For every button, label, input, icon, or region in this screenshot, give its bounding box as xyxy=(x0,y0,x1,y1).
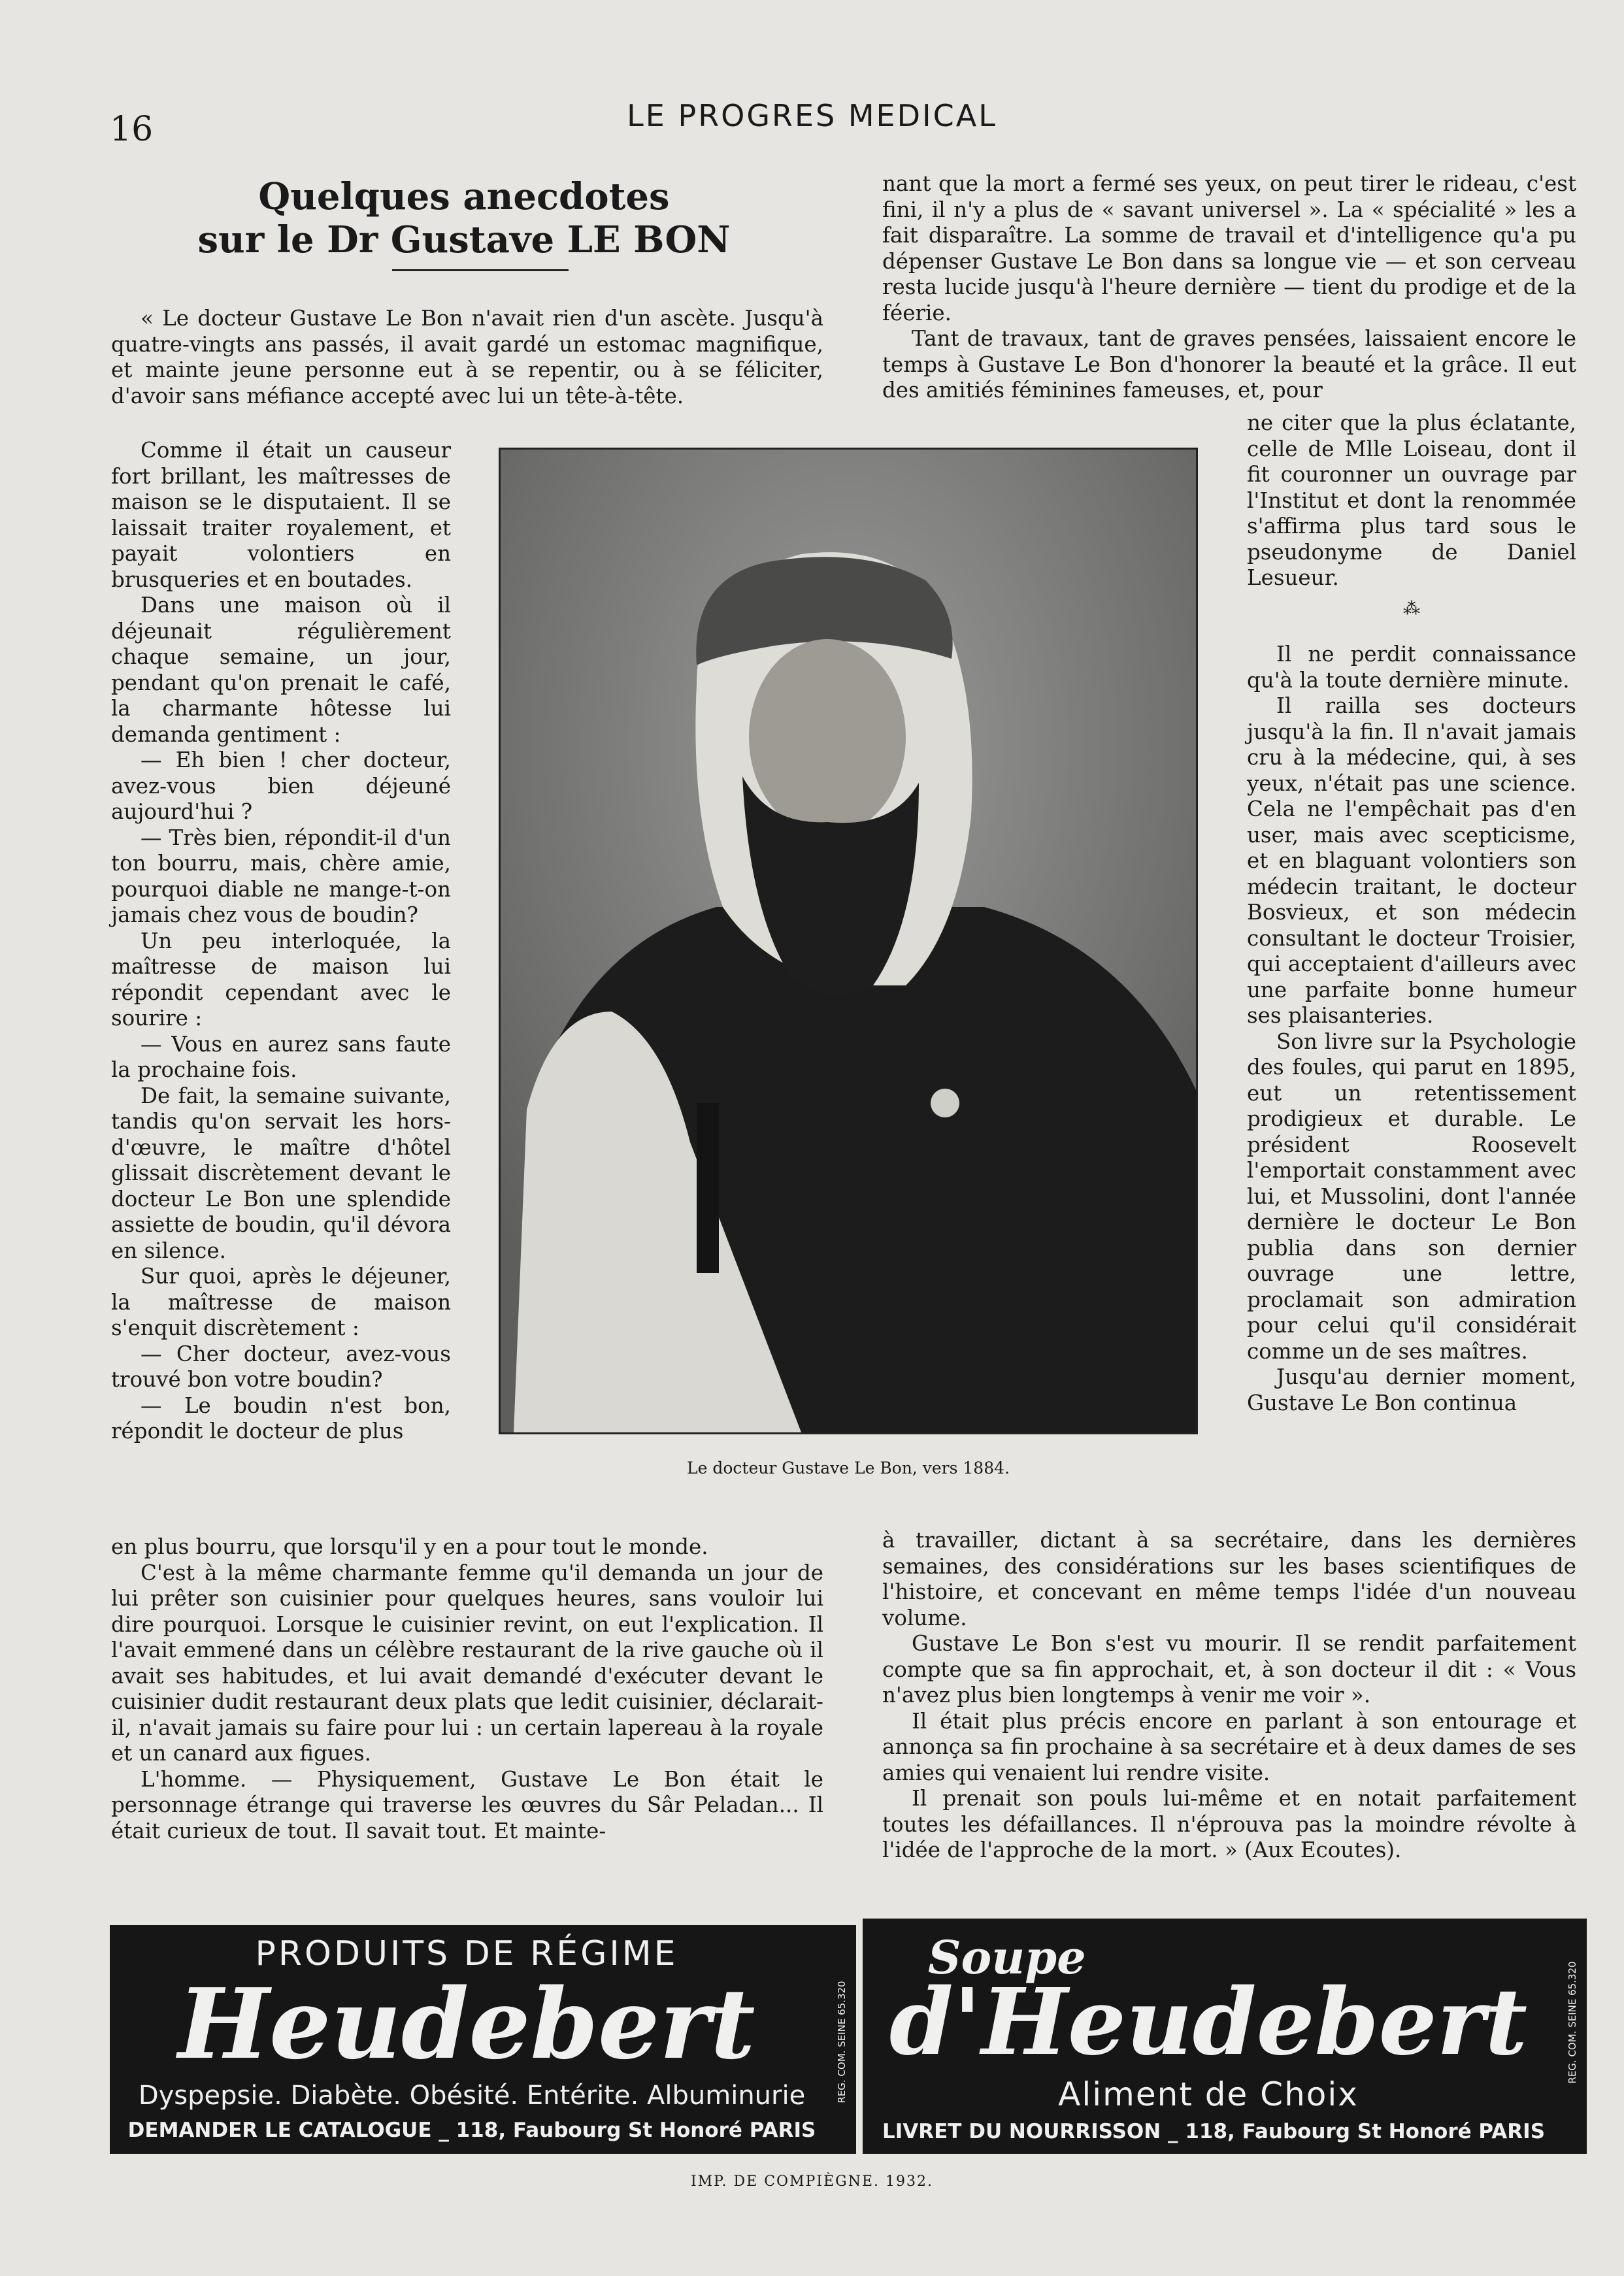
paragraph: Il prenait son pouls lui-même et en notait parfaitement toutes les défaillances. Il n'éprouva pas la moindre révolte à l'idée de l'approche de la mort. » (Aux Ecoutes). xyxy=(882,1786,1576,1862)
portrait-illustration xyxy=(501,450,1196,1432)
title-line-1: Quelques anecdotes xyxy=(258,175,670,218)
paragraph: Jusqu'au dernier moment, Gustave Le Bon continua xyxy=(1247,1364,1576,1415)
paragraph: en plus bourru, que lorsqu'il y en a pour tout le monde. xyxy=(111,1534,708,1559)
paragraph: à travailler, dictant à sa secrétaire, dans les dernières semaines, des considérations sur les bases scientifiques de l'histoire, et concevant en même temps l'idée d'un nouveau volume. xyxy=(882,1528,1576,1630)
portrait-photo xyxy=(499,448,1198,1434)
right-column-top xyxy=(882,171,1576,404)
paragraph: « Le docteur Gustave Le Bon n'avait rien d'un ascète. Jusqu'à quatre-vingts ans passés, il avait gardé un estomac magnifique, et mainte jeune personne eut à se repentir, ou à se féliciter, d'avoir sans méfiance accepté avec lui un tête-à-tête. xyxy=(111,306,823,408)
title-line-2: sur le Dr Gustave LE BON xyxy=(197,218,731,261)
ad-heudebert-soup xyxy=(863,1919,1587,2154)
article-title xyxy=(105,175,823,261)
paragraph: Un peu interloquée, la maîtresse de maison lui répondit cependant avec le sourire : xyxy=(111,928,451,1031)
ad-right-brand: d'Heudebert xyxy=(889,1969,1528,2076)
ad-left-catalogue: DEMANDER LE CATALOGUE _ 118, Faubourg St Honoré PARIS xyxy=(127,2119,816,2142)
ad-right-tagline: Aliment de Choix xyxy=(1058,2075,1359,2113)
printer-line: IMP. DE COMPIÈGNE. 1932. xyxy=(690,2173,934,2190)
ad-heudebert-products xyxy=(110,1925,856,2154)
right-column-bottom xyxy=(882,1528,1576,1864)
paragraph: Sur quoi, après le déjeuner, la maîtresse de maison s'enquit discrètement : xyxy=(111,1264,451,1340)
ad-right-catalogue: LIVRET DU NOURRISSON _ 118, Faubourg St Honoré PARIS xyxy=(882,2120,1546,2143)
paragraph: Gustave Le Bon s'est vu mourir. Il se rendit parfaitement compte que sa fin approchait, et, à son docteur il dit : « Vous n'avez plus bien longtemps à venir me voir ». xyxy=(882,1631,1576,1707)
paragraph: nant que la mort a fermé ses yeux, on peut tirer le rideau, c'est fini, il n'y a plus de « savant universel ». La « spécialité » les a fait disparaître. La somme de travail et d'intelligence qu'a pu dépenser Gustave Le Bon dans sa longue vie — et son cerveau resta lucide jusqu'à l'heure dernière — tient du prodige et de la féerie. xyxy=(882,171,1576,325)
dinkus: ⁂ xyxy=(1403,599,1420,619)
paragraph: C'est à la même charmante femme qu'il demanda un jour de lui prêter son cuisinier pour quelques heures, sans vouloir lui dire pourquoi. Lorsque le cuisinier revint, on eut l'explication. Il l'avait emmené dans un célèbre restaurant de la rive gauche où il avait ses habitudes, et lui avait demandé d'exécuter devant le cuisinier dudit restaurant deux plats que ledit cuisinier, déclarait-il, n'avait jamais su faire pour lui : un certain lapereau à la royale et un canard aux figues. xyxy=(111,1560,823,1766)
portrait-caption: Le docteur Gustave Le Bon, vers 1884. xyxy=(687,1459,1010,1477)
paragraph: ne citer que la plus éclatante, celle de Mlle Loiseau, dont il fit couronner un ouvrage par l'Institut et dont la renommée s'affirma plus tard sous le pseudonyme de Daniel Lesueur. xyxy=(1247,410,1576,590)
journal-title: LE PROGRES MEDICAL xyxy=(627,98,997,133)
ad-right-registration: REG. COM. SEINE 65.320 xyxy=(1566,1961,1578,2084)
paragraph: Tant de travaux, tant de graves pensées, laissaient encore le temps à Gustave Le Bon d'honorer la beauté et la grâce. Il eut des amitiés féminines fameuses, et, pour xyxy=(882,326,1576,403)
left-column-narrow xyxy=(111,438,451,1445)
paragraph: De fait, la semaine suivante, tandis qu'on servait les hors-d'œuvre, le maître d'hôtel glissait discrètement devant le docteur Le Bon une splendide assiette de boudin, qu'il dévora en silence. xyxy=(111,1083,451,1263)
paragraph: Il ne perdit connaissance qu'à la toute dernière minute. xyxy=(1247,642,1576,693)
paragraph: Dans une maison où il déjeunait régulièrement chaque semaine, un jour, pendant qu'on prenait le café, la charmante hôtesse lui demanda gentiment : xyxy=(111,593,451,747)
ad-left-registration: REG. COM. SEINE 65.320 xyxy=(836,1981,848,2103)
paragraph: — Le boudin n'est bon, répondit le docteur de plus xyxy=(111,1393,451,1443)
paragraph: L'homme. — Physiquement, Gustave Le Bon était le personnage étrange qui traverse les œuvres du Sâr Peladan... Il était curieux de tout. Il savait tout. Et mainte- xyxy=(111,1766,823,1843)
right-column-narrow xyxy=(1247,410,1576,1416)
paragraph: — Très bien, répondit-il d'un ton bourru, mais, chère amie, pourquoi diable ne mange-t-on jamais chez vous de boudin? xyxy=(111,825,451,927)
paragraph: Son livre sur la Psychologie des foules, qui parut en 1895, eut un retentissement prodigieux et durable. Le président Roosevelt l'emportait constamment avec lui, et Mussolini, dont l'année dernière le docteur Le Bon publia dans son dernier ouvrage une lettre, proclamait son admiration pour celui qu'il considérait comme un de ses maîtres. xyxy=(1247,1029,1576,1364)
page-number: 16 xyxy=(110,110,154,149)
ad-right-top-line: Soupe xyxy=(928,1930,1086,1985)
left-column-intro xyxy=(111,306,823,409)
paragraph: — Eh bien ! cher docteur, avez-vous bien déjeuné aujourd'hui ? xyxy=(111,748,451,824)
title-rule xyxy=(392,269,569,271)
paragraph: — Vous en aurez sans faute la prochaine fois. xyxy=(111,1031,451,1082)
left-column-bottom xyxy=(111,1534,823,1844)
paragraph: — Cher docteur, avez-vous trouvé bon votre boudin? xyxy=(111,1341,451,1392)
paragraph: Il railla ses docteurs jusqu'à la fin. Il n'avait jamais cru à la médecine, qui, à ses yeux, n'était pas une science. Cela ne l'empêchait pas d'en user, mais avec scepticisme, et en blaguant volontiers son médecin traitant, le docteur Bosvieux, et son médecin consultant le docteur Troisier, qui acceptaient d'ailleurs avec une parfaite bonne humeur ses plaisanteries. xyxy=(1247,693,1576,1028)
paragraph: Il était plus précis encore en parlant à son entourage et annonça sa fin prochaine à sa secrétaire et à deux dames de ses amies qui venaient lui rendre visite. xyxy=(882,1708,1576,1785)
ad-left-brand: Heudebert xyxy=(178,1967,755,2081)
ad-left-products: Dyspepsie. Diabète. Obésité. Entérite. Albuminurie xyxy=(138,2081,806,2111)
ad-left-top-line: PRODUITS DE RÉGIME xyxy=(255,1934,678,1973)
paragraph: Comme il était un causeur fort brillant, les maîtresses de maison se le disputaient. Il se laissait traiter royalement, et payait volontiers en brusqueries et en boutades. xyxy=(111,438,451,592)
